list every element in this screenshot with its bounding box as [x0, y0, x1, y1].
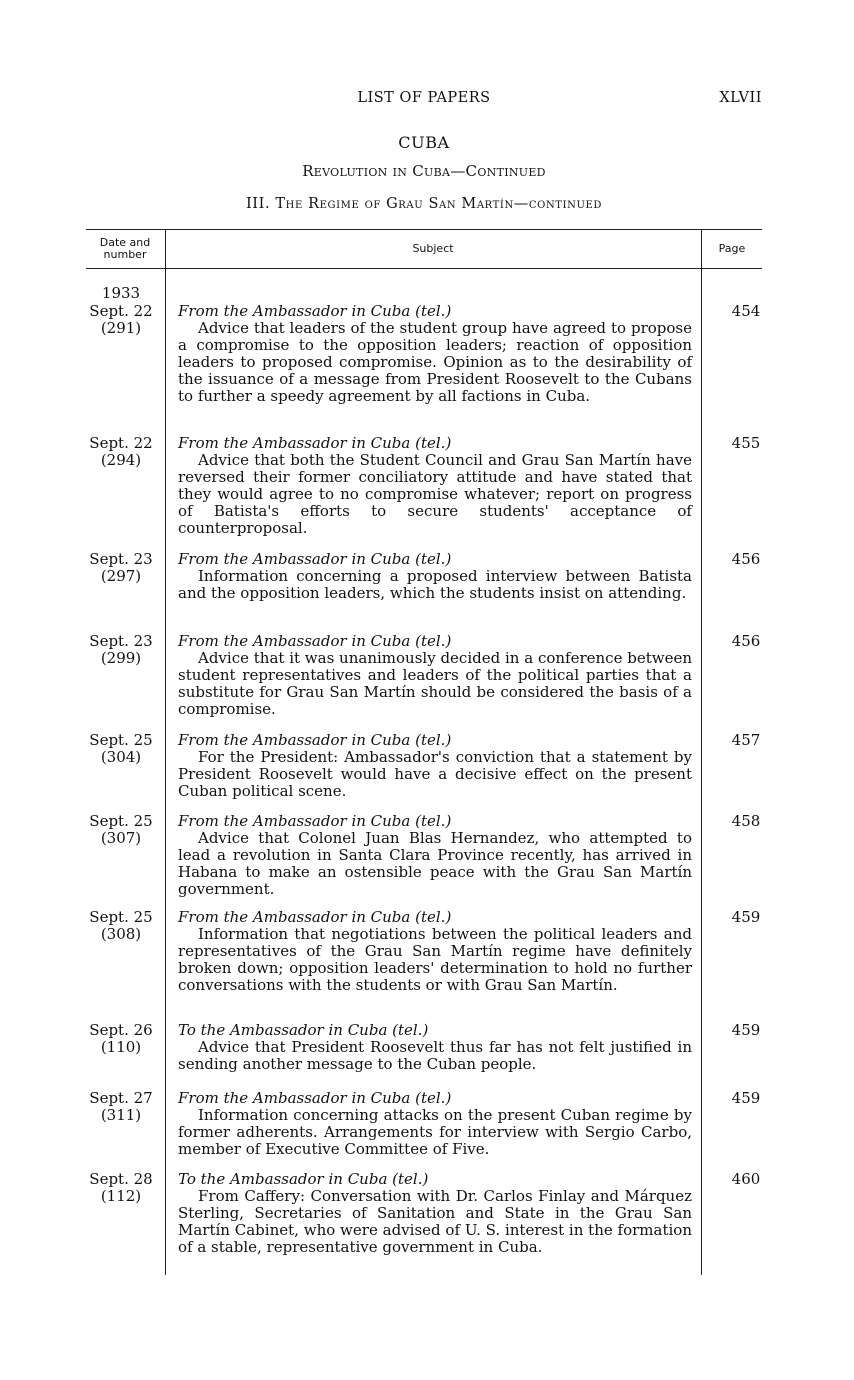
column-header-page: Page: [718, 242, 746, 255]
entry-subject: [178, 435, 692, 537]
entry-body: Information concerning attacks on the present Cuban regime by former adherents. Arrangements for interview with Sergio Carbo, member of Executive Committee of Five.: [178, 1106, 692, 1158]
entry-date: Sept. 25 (304): [89, 731, 153, 766]
entry-from: To the Ambassador in Cuba (tel.): [178, 1170, 429, 1188]
entry-body: From Caffery: Conversation with Dr. Carlos Finlay and Márquez Sterling, Secretaries of Sanitation and State in the Grau San Martín Cabinet, who were advised of U. S. interest in the formation of a stable, representative government in Cuba.: [178, 1187, 692, 1256]
entry-date: Sept. 22 (291): [89, 302, 153, 337]
entry-page: 459: [731, 1089, 761, 1107]
running-head: [86, 90, 762, 110]
entry-date: Sept. 23 (297): [89, 550, 153, 585]
entry-from: From the Ambassador in Cuba (tel.): [178, 632, 452, 650]
entry-body: Advice that it was unanimously decided in a conference between student representatives and leaders of the political parties that a substitute for Grau San Martín should be considered the basis of a compromise.: [178, 649, 692, 718]
entry-subject: [178, 732, 692, 800]
entry-date: Sept. 25 (307): [89, 812, 153, 847]
entry-body: Advice that President Roosevelt thus far has not felt justified in sending another message to the Cuban people.: [178, 1038, 692, 1073]
entry-date: Sept. 26 (110): [89, 1021, 153, 1056]
entry-from: From the Ambassador in Cuba (tel.): [178, 812, 452, 830]
entry-body: Information that negotiations between the political leaders and representatives of the Grau San Martín regime have definitely broken down; opposition leaders' determination to hold no further conversations with the students or with Grau San Martín.: [178, 925, 692, 994]
entry-date: Sept. 28 (112): [89, 1170, 153, 1205]
entry-page: 458: [731, 812, 761, 830]
page-folio: XLVII: [719, 90, 762, 106]
entry-body: For the President: Ambassador's conviction that a statement by President Roosevelt would have a decisive effect on the present Cuban political scene.: [178, 748, 692, 800]
entry-from: From the Ambassador in Cuba (tel.): [178, 434, 452, 452]
entry-page: 460: [731, 1170, 761, 1188]
entry-date: Sept. 27 (311): [89, 1089, 153, 1124]
entry-from: To the Ambassador in Cuba (tel.): [178, 1021, 429, 1039]
column-divider-right: [701, 229, 702, 1275]
entry-from: From the Ambassador in Cuba (tel.): [178, 731, 452, 749]
entry-page: 456: [731, 550, 761, 568]
entry-body: Advice that leaders of the student group have agreed to propose a compromise to the opposition leaders; reaction of opposition leaders to proposed compromise. Opinion as to the desirability of the issuance of a message from President Roosevelt to the Cubans to further a speedy agreement by all factions in Cuba.: [178, 319, 692, 405]
entry-page: 457: [731, 731, 761, 749]
entry-page: 454: [731, 302, 761, 320]
entry-subject: [178, 1171, 692, 1256]
entry-subject: [178, 909, 692, 994]
subsection-heading: III. The Regime of Grau San Martín—continued: [245, 196, 603, 212]
entry-subject: [178, 551, 692, 602]
column-divider-left: [165, 229, 166, 1275]
entry-date: Sept. 22 (294): [89, 434, 153, 469]
table-header: [86, 229, 762, 269]
entry-date: Sept. 25 (308): [89, 908, 153, 943]
entry-from: From the Ambassador in Cuba (tel.): [178, 908, 452, 926]
entry-from: From the Ambassador in Cuba (tel.): [178, 302, 452, 320]
entry-body: Advice that Colonel Juan Blas Hernandez, who attempted to lead a revolution in Santa Clara Province recently, has arrived in Habana to make an ostensible peace with the Grau San Martín government.: [178, 829, 692, 898]
entry-page: 459: [731, 1021, 761, 1039]
country-heading: CUBA: [398, 133, 450, 152]
entry-subject: [178, 1090, 692, 1158]
year-label: 1933: [101, 284, 141, 302]
entry-from: From the Ambassador in Cuba (tel.): [178, 550, 452, 568]
entry-page: 459: [731, 908, 761, 926]
entry-subject: [178, 1022, 692, 1073]
section-heading: Revolution in Cuba—Continued: [302, 162, 546, 180]
entry-body: Information concerning a proposed interview between Batista and the opposition leaders, which the students insist on attending.: [178, 567, 692, 602]
column-header-date: Date and number: [99, 236, 151, 261]
entry-page: 456: [731, 632, 761, 650]
running-title: LIST OF PAPERS: [357, 90, 491, 106]
entry-body: Advice that both the Student Council and Grau San Martín have reversed their former conciliatory attitude and have stated that they would agree to no compromise whatever; report on progress of Batista's efforts to secure students' acceptance of counterproposal.: [178, 451, 692, 537]
entry-from: From the Ambassador in Cuba (tel.): [178, 1089, 452, 1107]
entry-subject: [178, 633, 692, 718]
column-header-subject: Subject: [412, 242, 454, 255]
entry-subject: [178, 813, 692, 898]
entry-subject: [178, 303, 692, 405]
entry-page: 455: [731, 434, 761, 452]
entry-date: Sept. 23 (299): [89, 632, 153, 667]
